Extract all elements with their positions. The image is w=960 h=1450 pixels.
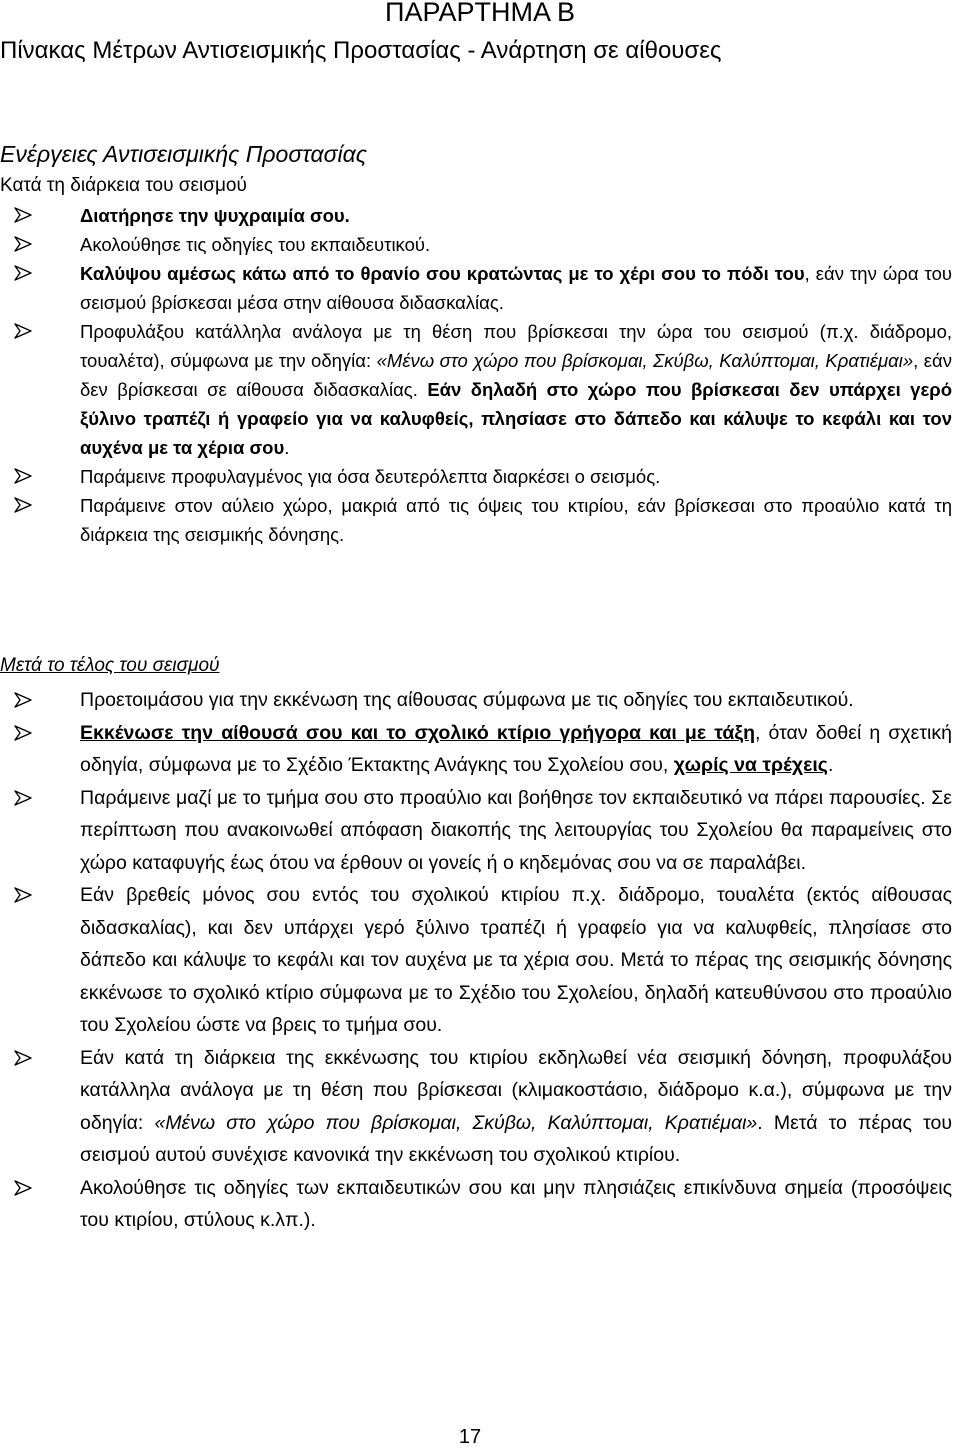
arrowhead-bullet-icon (14, 717, 36, 749)
arrowhead-bullet-icon (14, 259, 36, 288)
item-text: Εάν βρεθείς μόνος σου εντός του σχολικού κτιρίου π.χ. διάδρομο, τουαλέτα (εκτός αίθουσας διδασκαλίας), και δεν υπάρχει γερό ξύλινο τραπέζι ή γραφείο για να καλυφθείς, πλησίασε στο δάπεδο και κάλυψε το κεφάλι και τον αυχένα με τα χέρια σου. Μετά το πέρας της σεισμικής δόνησης εκκένωσε το σχολικό κτίριο σύμφωνα με το Σχέδιο του Σχολείου, δηλαδή κατευθύνσου στο προαύλιο του Σχολείου ώστε να βρεις το τμήμα σου. (80, 884, 952, 1036)
item-text: Διατήρησε την ψυχραιμία σου. (80, 205, 350, 226)
item-quote: «Μένω στο χώρο που βρίσκομαι, Σκύβω, Καλύπτομαι, Κρατιέμαι» (376, 350, 914, 371)
item-text: Εάν κατά τη διάρκεια της εκκένωσης του κτιρίου εκδηλωθεί νέα σεισμική δόνηση, προφυλάξου κατάλληλα ανάλογα με τη θέση που βρίσκεσαι (κλιμακοστάσιο, διάδρομο κ.α.), σύμφωνα με την οδηγία: (80, 1046, 952, 1134)
list-item (0, 782, 960, 880)
item-text: , εάν δεν βρίσκεσαι σε αίθουσα διδασκαλίας. (80, 350, 952, 400)
arrowhead-bullet-icon (14, 782, 36, 814)
item-text-bold: Καλύψου αμέσως κάτω από το θρανίο σου κρατώντας με το χέρι σου το πόδι του (80, 263, 805, 284)
list-item (0, 717, 960, 782)
document-subtitle: Πίνακας Μέτρων Αντισεισμικής Προστασίας - Ανάρτηση σε αίθουσες (0, 37, 722, 64)
list-item (0, 684, 960, 717)
arrowhead-bullet-icon (14, 462, 36, 491)
list-item (0, 201, 960, 230)
item-text: Παράμεινε μαζί με το τμήμα σου στο προαύλιο και βοήθησε τον εκπαιδευτικό να πάρει παρουσίες. Σε περίπτωση που ανακοινωθεί απόφαση διακοπής της λειτουργίας του Σχολείου θα παραμείνεις στο χώρο καταφυγής έως ότου να έρθουν οι γονείς ή ο κηδεμόνας σου να σε παραλάβει. (80, 786, 952, 874)
after-earthquake-heading: Μετά το τέλος του σεισμού (0, 655, 220, 676)
item-text: Ακολούθησε τις οδηγίες του εκπαιδευτικού. (80, 234, 431, 255)
list-item (0, 879, 960, 1042)
list-item (0, 1042, 960, 1172)
item-text-bold: Εάν δηλαδή στο χώρο που βρίσκεσαι δεν υπάρχει γερό ξύλινο τραπέζι ή γραφείο για να καλυφθείς, πλησίασε στο δάπεδο και κάλυψε το κεφάλι και τον αυχένα με τα χέρια σου (80, 379, 952, 458)
list-item (0, 462, 960, 491)
list-item (0, 259, 960, 317)
arrowhead-bullet-icon (14, 684, 36, 716)
item-text: Προφυλάξου κατάλληλα ανάλογα με τη θέση που βρίσκεσαι την ώρα του σεισμού (π.χ. διάδρομο, τουαλέτα), σύμφωνα με την οδηγία: (80, 321, 952, 371)
item-text: , όταν δοθεί η σχετική οδηγία, σύμφωνα με το Σχέδιο Έκτακτης Ανάγκης του Σχολείου σου, (80, 721, 952, 776)
list-item (0, 1172, 960, 1237)
arrowhead-bullet-icon (14, 317, 36, 346)
item-text-bold: Εκκένωσε την αίθουσά σου και το σχολικό κτίριο γρήγορα και με τάξη (80, 721, 755, 744)
page-number: 17 (458, 1426, 482, 1448)
item-text: Προετοιμάσου για την εκκένωση της αίθουσας σύμφωνα με τις οδηγίες του εκπαιδευτικού. (80, 689, 854, 711)
arrowhead-bullet-icon (14, 879, 36, 911)
item-text-bold: χωρίς να τρέχεις (673, 754, 828, 776)
list-item (0, 230, 960, 259)
list-item (0, 491, 960, 549)
annex-title: ΠΑΡΑΡΤΗΜΑ Β (384, 0, 576, 27)
item-text: Ακολούθησε τις οδηγίες των εκπαιδευτικών σου και μην πλησιάζεις επικίνδυνα σημεία (προσόψεις του κτιρίου, στύλους κ.λπ.). (80, 1176, 952, 1231)
arrowhead-bullet-icon (14, 491, 36, 520)
item-text: . Μετά το πέρας του σεισμού αυτού συνέχισε κανονικά την εκκένωση του σχολικού κτιρίου. (80, 1111, 953, 1166)
item-text: , εάν την ώρα του σεισμού βρίσκεσαι μέσα στην αίθουσα διδασκαλίας. (80, 263, 952, 313)
item-text: . (284, 437, 290, 458)
item-text: . (827, 754, 834, 776)
arrowhead-bullet-icon (14, 1172, 36, 1204)
after-earthquake-list (0, 684, 960, 1237)
item-quote: «Μένω στο χώρο που βρίσκομαι, Σκύβω, Καλύπτομαι, Κρατιέμαι» (154, 1111, 758, 1134)
arrowhead-bullet-icon (14, 1042, 36, 1074)
list-item (0, 317, 960, 462)
arrowhead-bullet-icon (14, 230, 36, 259)
item-text: Παράμεινε στον αύλειο χώρο, μακριά από τις όψεις του κτιρίου, εάν βρίσκεσαι στο προαύλιο κατά τη διάρκεια της σεισμικής δόνησης. (80, 495, 952, 545)
arrowhead-bullet-icon (14, 201, 36, 230)
section-title: Ενέργειες Αντισεισμικής Προστασίας (0, 141, 367, 167)
during-earthquake-list (0, 201, 960, 549)
during-earthquake-heading: Κατά τη διάρκεια του σεισμού (0, 175, 247, 196)
item-text: Παράμεινε προφυλαγμένος για όσα δευτερόλεπτα διαρκέσει ο σεισμός. (80, 466, 661, 487)
